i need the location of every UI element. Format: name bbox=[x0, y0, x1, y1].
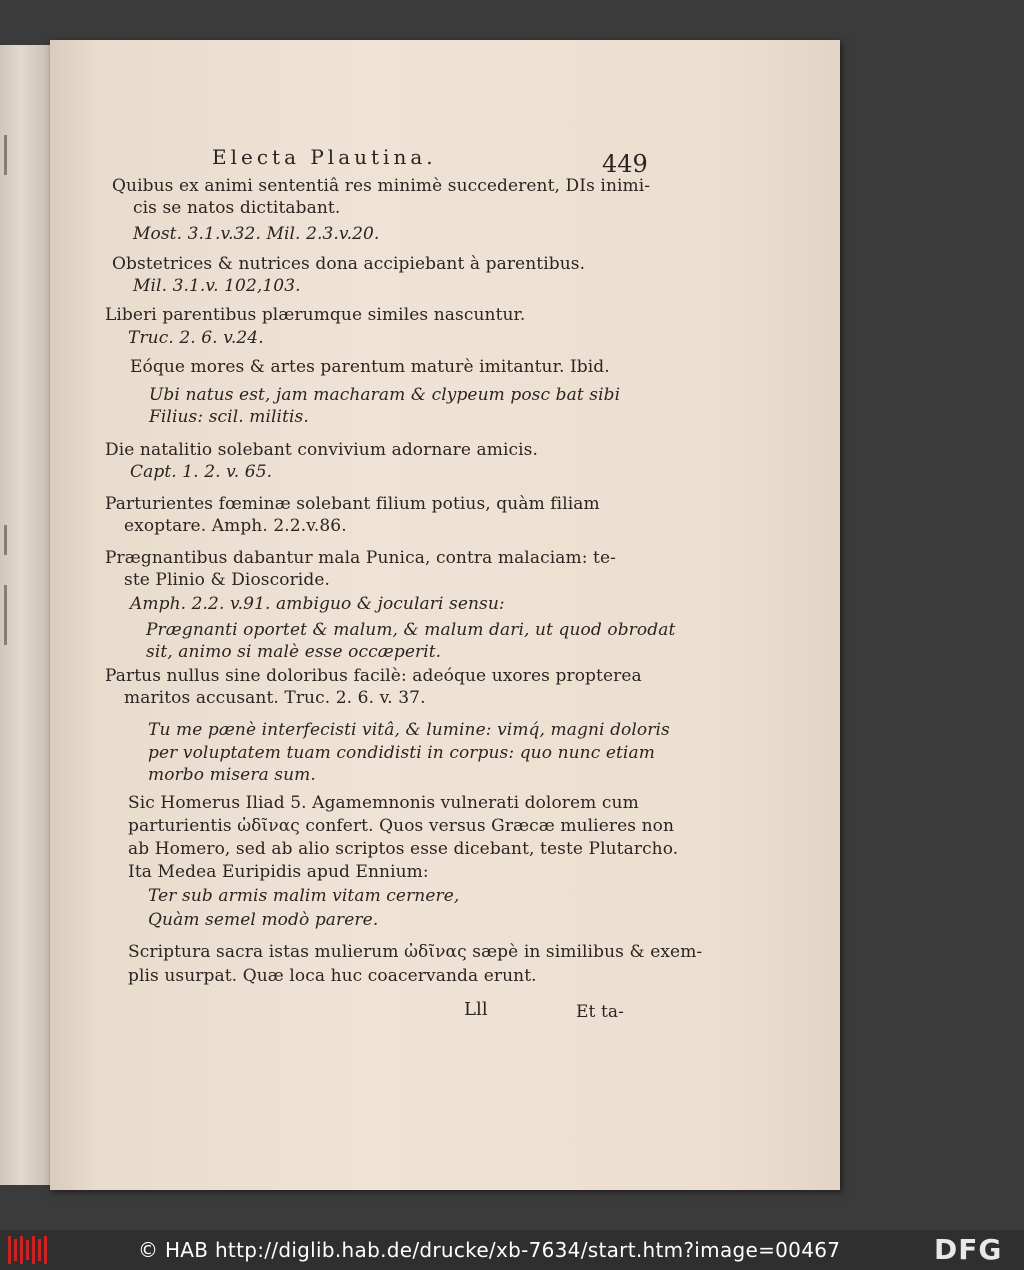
page-edge-mark bbox=[4, 525, 7, 555]
text-line: Prægnanti oportet & malum, & malum dari, ut quod obrodat bbox=[146, 620, 676, 640]
text-line: cis se natos dictitabant. bbox=[133, 198, 341, 218]
text-line: Amph. 2.2. v.91. ambiguo & joculari sensu: bbox=[130, 594, 505, 614]
text-line: Partus nullus sine doloribus facilè: adeóque uxores propterea bbox=[105, 666, 642, 686]
text-line: Obstetrices & nutrices dona accipiebant à parentibus. bbox=[112, 254, 586, 274]
text-line: ab Homero, sed ab alio scriptos esse dicebant, teste Plutarcho. bbox=[128, 839, 679, 859]
text-line: Mil. 3.1.v. 102,103. bbox=[133, 276, 301, 296]
page-edge-mark bbox=[4, 585, 7, 645]
text-line: Quibus ex animi sententiâ res minimè succederent, DIs inimi- bbox=[112, 176, 651, 196]
running-head: Electa Plautina. bbox=[212, 145, 437, 169]
catchword: Et ta- bbox=[576, 1002, 624, 1022]
text-line: Most. 3.1.v.32. Mil. 2.3.v.20. bbox=[133, 224, 380, 244]
text-line: Ter sub armis malim vitam cernere, bbox=[148, 886, 460, 906]
text-line: plis usurpat. Quæ loca huc coacervanda erunt. bbox=[128, 966, 537, 986]
text-line: Liberi parentibus plærumque similes nascuntur. bbox=[105, 305, 526, 325]
text-line: Prægnantibus dabantur mala Punica, contra malaciam: te- bbox=[105, 548, 616, 568]
text-line: exoptare. Amph. 2.2.v.86. bbox=[124, 516, 347, 536]
text-line: Tu me pænè interfecisti vitâ, & lumine: vimq́, magni doloris bbox=[148, 720, 670, 740]
text-line: maritos accusant. Truc. 2. 6. v. 37. bbox=[124, 688, 426, 708]
text-line: Eóque mores & artes parentum maturè imitantur. Ibid. bbox=[130, 357, 610, 377]
text-line: ste Plinio & Dioscoride. bbox=[124, 570, 330, 590]
text-line: Ubi natus est, jam macharam & clypeum posc bat sibi bbox=[149, 385, 621, 405]
text-line: sit, animo si malè esse occæperit. bbox=[146, 642, 442, 662]
text-line: morbo misera sum. bbox=[148, 765, 316, 785]
text-line: Capt. 1. 2. v. 65. bbox=[130, 462, 273, 482]
copyright-url-text: © HAB http://diglib.hab.de/drucke/xb-7634/start.htm?image=00467 bbox=[138, 1238, 841, 1262]
text-line: Filius: scil. militis. bbox=[149, 407, 309, 427]
text-line: parturientis ὠδῖνας confert. Quos versus Græcæ mulieres non bbox=[128, 816, 674, 836]
text-line: Parturientes fœminæ solebant filium potius, quàm filiam bbox=[105, 494, 600, 514]
text-line: Scriptura sacra istas mulierum ὠδῖνας sæpè in similibus & exem- bbox=[128, 942, 703, 962]
page-edge-mark bbox=[4, 135, 7, 175]
text-line: Die natalitio solebant convivium adornare amicis. bbox=[105, 440, 539, 460]
dfg-logo: DFG bbox=[934, 1233, 1003, 1266]
text-line: Ita Medea Euripidis apud Ennium: bbox=[128, 862, 429, 882]
previous-page-edge bbox=[0, 45, 53, 1185]
footer-bar bbox=[0, 1230, 1024, 1270]
signature-mark: Lll bbox=[464, 999, 488, 1020]
text-line: Truc. 2. 6. v.24. bbox=[128, 328, 264, 348]
hab-logo-icon bbox=[8, 1236, 50, 1264]
text-line: Quàm semel modò parere. bbox=[148, 910, 379, 930]
text-line: per voluptatem tuam condidisti in corpus: quo nunc etiam bbox=[148, 743, 655, 763]
text-line: Sic Homerus Iliad 5. Agamemnonis vulnerati dolorem cum bbox=[128, 793, 639, 813]
page-number: 449 bbox=[602, 150, 648, 178]
